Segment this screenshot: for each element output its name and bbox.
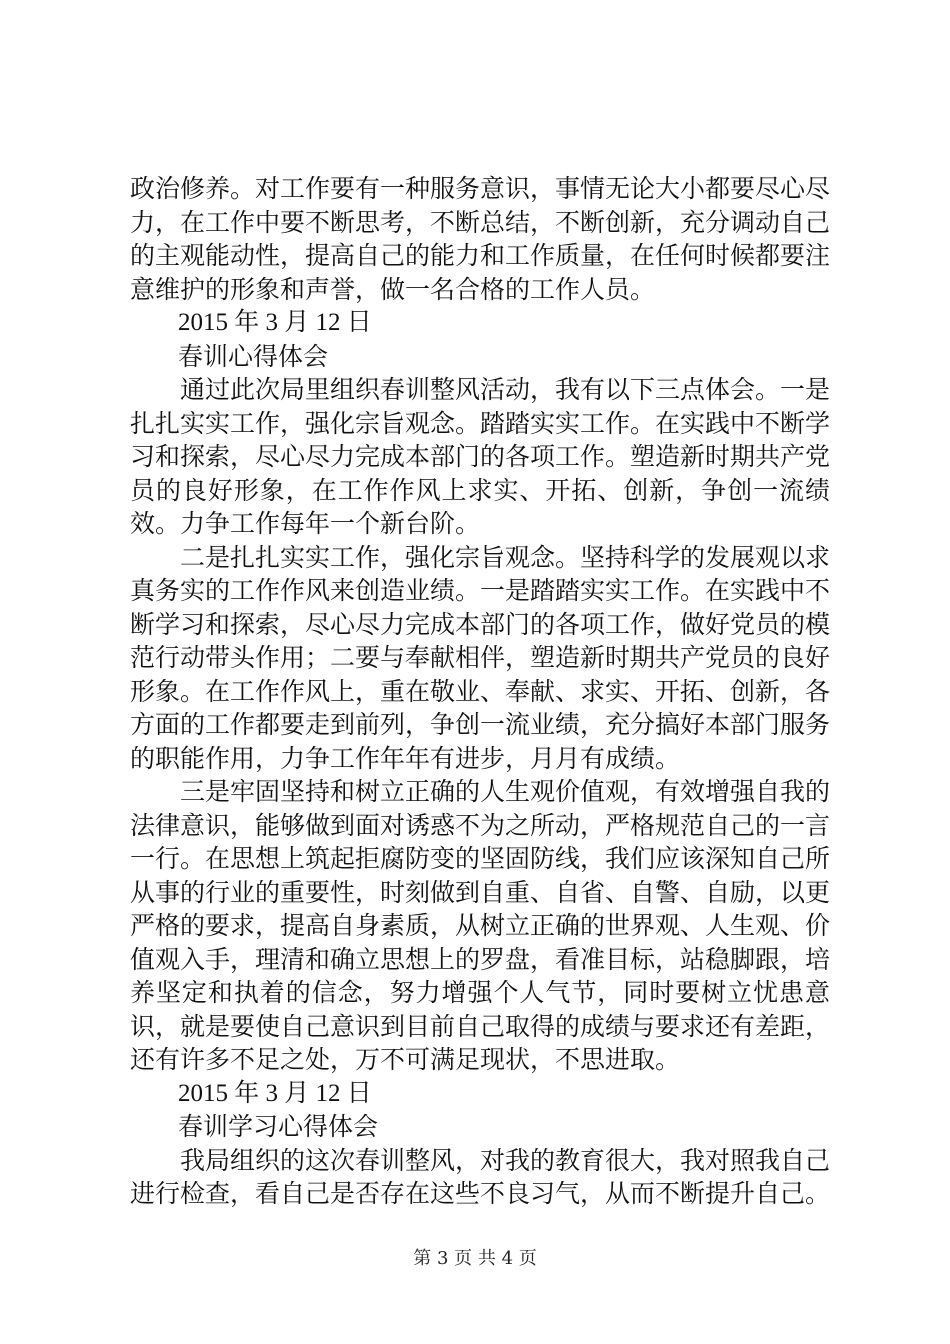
date-line: 2015 年 3 月 12 日 [178,1079,372,1107]
page-footer: 第 3 页 共 4 页 [413,1248,537,1269]
section-heading: 春训学习心得体会 [178,1112,379,1141]
section-heading: 春训心得体会 [178,341,329,371]
paragraph: 我局组织的这次春训整风，对我的教育很大，我对照我自己进行检查，看自己是否存在这些不良习气，从而不断提升自己。 [130,1145,831,1208]
paragraph: 三是牢固坚持和树立正确的人生观价值观，有效增强自我的法律意识，能够做到面对诱惑不为之所动，严格规范自己的一言一行。在思想上筑起拒腐防变的坚固防线，我们应该深知自己所从事的行业的重要性，时刻做到自重、自省、自警、自励，以更严格的要求，提高自身素质，从树立正确的世界观、人生观、价值观入手，理清和确立思想上的罗盘，看准目标，站稳脚跟，培养坚定和执着的信念，努力增强个人气节，同时要树立忧患意识，就是要使自己意识到目前自己取得的成绩与要求还有差距，还有许多不足之处，万不可满足现状，不思进取。 [130,777,831,1074]
paragraph: 二是扎扎实实工作，强化宗旨观念。坚持科学的发展观以求真务实的工作作风来创造业绩。一是踏踏实实工作。在实践中不断学习和探索，尽心尽力完成本部门的各项工作，做好党员的模范行动带头作用；二要与奉献相伴，塑造新时期共产党员的良好形象。在工作作风上，重在敬业、奉献、求实、开拓、创新，各方面的工作都要走到前列，争创一流业绩，充分搞好本部门服务的职能作用，力争工作年年有进步，月月有成绩。 [130,542,831,773]
date-line: 2015 年 3 月 12 日 [178,309,372,336]
document-body [130,172,830,1211]
paragraph: 通过此次局里组织春训整风活动，我有以下三点体会。一是扎扎实实工作，强化宗旨观念。踏踏实实工作。在实践中不断学习和探索，尽心尽力完成本部门的各项工作。塑造新时期共产党员的良好形象，在工作作风上求实、开拓、创新，争创一流绩效。力争工作每年一个新台阶。 [130,375,831,538]
paragraph-continuation: 政治修养。对工作要有一种服务意识，事情无论大小都要尽心尽力，在工作中要不断思考，不断总结，不断创新，充分调动自己的主观能动性，提高自己的能力和工作质量，在任何时候都要注意维护的形象和声誉，做一名合格的工作人员。 [130,174,831,304]
